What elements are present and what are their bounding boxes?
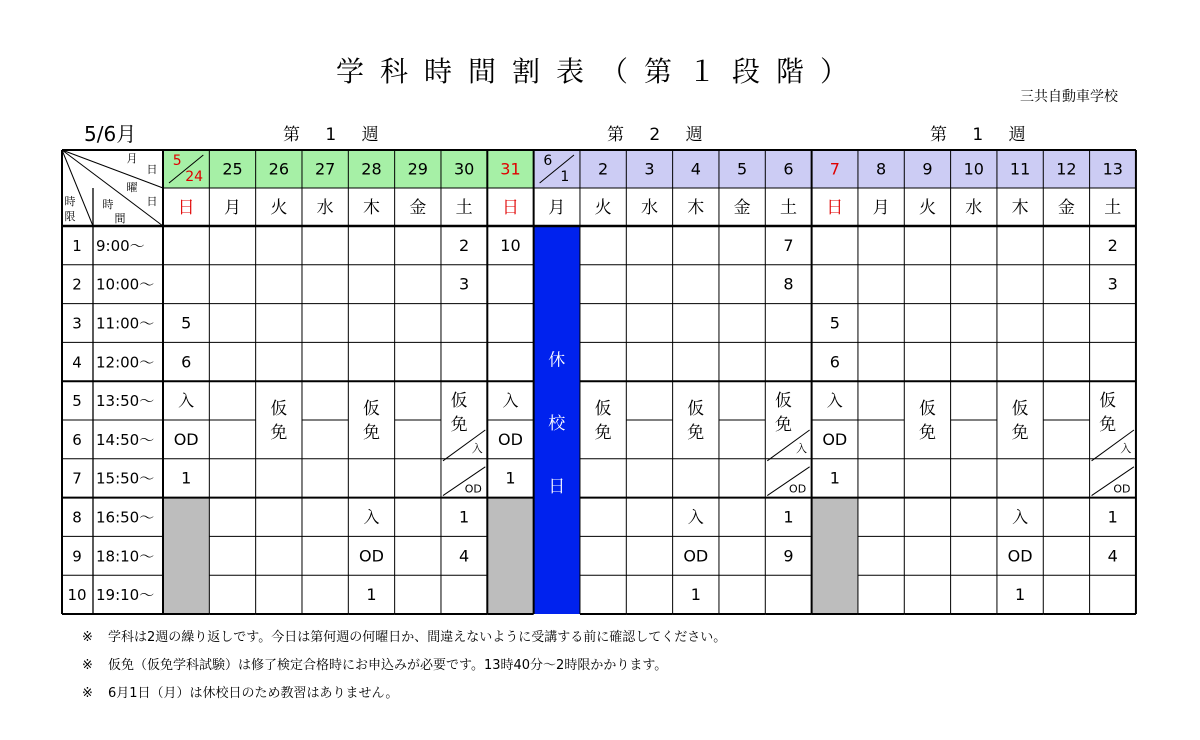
period-number: 2 xyxy=(72,275,82,294)
closed-cell xyxy=(812,498,858,614)
note-2: ※ 仮免（仮免学科試験）は修了検定合格時にお申込みが必要です。13時40分～2時限かかります。 xyxy=(82,658,668,673)
lesson-cell: 1 xyxy=(690,585,701,605)
lesson-cell: 2 xyxy=(1107,235,1118,255)
lesson-cell: 1 xyxy=(459,507,470,527)
header-day-label: 日 xyxy=(146,163,158,176)
period-time: 15:50～ xyxy=(96,469,155,488)
lesson-cell: 5 xyxy=(829,313,840,333)
lesson-cell: 入 xyxy=(687,507,704,527)
notes xyxy=(82,624,726,708)
date-cell: 12 xyxy=(1056,159,1077,179)
period-number: 4 xyxy=(72,353,82,372)
lesson-cell: 2 xyxy=(459,235,470,255)
period-number: 8 xyxy=(72,508,82,527)
lesson-cell: 1 xyxy=(181,468,192,488)
lesson-cell: 1 xyxy=(1015,585,1026,605)
page-title: 学科時間割表（第１段階） xyxy=(335,55,864,88)
weekday-cell: 日 xyxy=(501,198,519,218)
lesson-cell: OD xyxy=(173,429,199,449)
date-cell: 6 xyxy=(783,159,794,179)
lesson-cell: 4 xyxy=(459,546,470,566)
karimen-cell: 仮 xyxy=(918,399,936,420)
weekday-cell: 日 xyxy=(177,198,195,218)
small-in-label: 入 xyxy=(471,441,483,455)
small-od-label: OD xyxy=(789,482,807,496)
note-3: ※ 6月1日（月）は休校日のため教習はありません。 xyxy=(82,686,399,701)
date-cell: 5 xyxy=(737,159,748,179)
karimen-cell: 免 xyxy=(362,423,380,444)
period-number: 1 xyxy=(72,236,82,255)
holiday-label: 休 xyxy=(548,350,566,371)
lesson-cell: 3 xyxy=(1107,274,1118,294)
date-cell: 7 xyxy=(829,159,840,179)
lesson-cell: 7 xyxy=(783,235,794,255)
weekday-cell: 月 xyxy=(548,198,566,218)
period-number: 10 xyxy=(67,586,87,605)
date-cell: 9 xyxy=(922,159,933,179)
date-cell: 31 xyxy=(500,159,521,179)
date-cell: 30 xyxy=(453,159,475,179)
weekday-cell: 土 xyxy=(1104,198,1122,218)
note-1: ※ 学科は2週の繰り返しです。今日は第何週の何曜日か、間違えないように受講する前に確認してください。 xyxy=(82,630,727,645)
lesson-cell: 入 xyxy=(363,507,380,527)
school-name: 三共自動車学校 xyxy=(1020,89,1118,105)
karimen-cell: 免 xyxy=(594,423,612,444)
lesson-cell: 入 xyxy=(502,391,519,411)
weekday-cell: 月 xyxy=(223,198,241,218)
period-number: 3 xyxy=(72,314,82,333)
period-time: 13:50～ xyxy=(96,392,155,411)
weekday-cell: 金 xyxy=(409,198,427,218)
lesson-cell: 5 xyxy=(181,313,192,333)
lesson-cell: 入 xyxy=(178,391,195,411)
karimen-cell: 免 xyxy=(1011,423,1029,444)
weekday-cell: 金 xyxy=(733,198,751,218)
period-time: 10:00～ xyxy=(96,275,155,294)
weekday-cell: 金 xyxy=(1057,198,1075,218)
period-number: 9 xyxy=(72,547,82,566)
header-weekday-label: 曜 xyxy=(126,181,138,194)
header-time-label: 時 xyxy=(102,198,114,211)
date-cell: 29 xyxy=(407,159,428,179)
period-number: 6 xyxy=(72,430,82,449)
header-kan-label: 間 xyxy=(114,212,126,225)
date-day-part: 24 xyxy=(185,169,204,185)
karimen-cell: 免 xyxy=(687,423,705,444)
weekday-cell: 木 xyxy=(362,198,380,218)
lesson-cell: OD xyxy=(498,429,523,449)
lesson-cell: 1 xyxy=(366,585,377,605)
period-time: 16:50～ xyxy=(96,508,155,527)
lesson-cell: 1 xyxy=(783,507,794,527)
weekday-cell: 水 xyxy=(640,198,658,218)
small-in-label: 入 xyxy=(1120,441,1132,455)
date-cell: 11 xyxy=(1009,159,1031,179)
period-time: 14:50～ xyxy=(96,430,155,449)
lesson-cell: 8 xyxy=(783,274,794,294)
date-day-part: 1 xyxy=(560,169,570,185)
karimen-cell: 仮 xyxy=(362,399,380,420)
karimen-cell: 仮 xyxy=(450,391,468,412)
karimen-cell: 免 xyxy=(270,423,288,444)
date-cell: 2 xyxy=(598,159,609,179)
date-cell: 4 xyxy=(690,159,701,179)
date-cell: 13 xyxy=(1102,159,1123,179)
header-month-label: 月 xyxy=(126,152,138,165)
small-od-label: OD xyxy=(1113,482,1131,496)
weekday-cell: 日 xyxy=(826,198,844,218)
date-cell: 10 xyxy=(963,159,984,179)
date-cell: 8 xyxy=(876,159,887,179)
lesson-cell: OD xyxy=(683,546,709,566)
period-number: 5 xyxy=(72,392,82,411)
lesson-cell: 6 xyxy=(181,352,192,372)
period-time: 12:00～ xyxy=(96,353,155,372)
weekday-cell: 木 xyxy=(687,198,705,218)
karimen-cell: 仮 xyxy=(1011,399,1029,420)
period-time: 19:10～ xyxy=(96,586,155,605)
date-cell: 27 xyxy=(314,159,336,179)
weekday-cell: 木 xyxy=(1011,198,1029,218)
header-period-label: 時 xyxy=(64,195,76,208)
weekday-cell: 火 xyxy=(918,198,936,218)
weekday-cell: 土 xyxy=(455,198,473,218)
weekday-cell: 火 xyxy=(594,198,612,218)
period-time: 18:10～ xyxy=(96,547,155,566)
lesson-cell: 1 xyxy=(1107,507,1118,527)
karimen-cell: 免 xyxy=(774,415,792,436)
weekday-cell: 水 xyxy=(316,198,334,218)
lesson-cell: 4 xyxy=(1107,546,1118,566)
week-label-1: 第 1 週 xyxy=(283,125,389,145)
date-month-part: 5 xyxy=(172,153,182,169)
closed-cell xyxy=(487,498,533,614)
small-od-label: OD xyxy=(464,482,482,496)
karimen-cell: 仮 xyxy=(1099,391,1117,412)
weekday-cell: 火 xyxy=(270,198,288,218)
lesson-cell: OD xyxy=(1007,546,1033,566)
lesson-cell: 入 xyxy=(826,391,843,411)
lesson-cell: 3 xyxy=(459,274,470,294)
lesson-cell: 9 xyxy=(783,546,794,566)
closed-cell xyxy=(163,498,209,614)
date-month-part: 6 xyxy=(543,153,553,169)
weekday-cell: 水 xyxy=(965,198,983,218)
date-cell: 3 xyxy=(644,159,655,179)
period-time: 9:00～ xyxy=(96,236,145,255)
weekday-cell: 月 xyxy=(872,198,890,218)
week-label-2: 第 2 週 xyxy=(607,125,713,145)
lesson-cell: 6 xyxy=(829,352,840,372)
date-cell: 28 xyxy=(361,159,382,179)
holiday-label: 日 xyxy=(548,476,566,497)
karimen-cell: 仮 xyxy=(594,399,612,420)
karimen-cell: 免 xyxy=(1099,415,1117,436)
lesson-cell: 入 xyxy=(1012,507,1029,527)
karimen-cell: 仮 xyxy=(687,399,705,420)
karimen-cell: 仮 xyxy=(270,399,288,420)
period-time: 11:00～ xyxy=(96,314,155,333)
date-cell: 25 xyxy=(222,159,243,179)
lesson-cell: 10 xyxy=(500,235,521,255)
header-day2-label: 日 xyxy=(146,195,158,208)
lesson-cell: 1 xyxy=(505,468,516,488)
lesson-cell: 1 xyxy=(829,468,840,488)
header-limit-label: 限 xyxy=(64,210,76,223)
date-cell: 26 xyxy=(268,159,290,179)
lesson-cell: OD xyxy=(822,429,848,449)
karimen-cell: 仮 xyxy=(774,391,792,412)
holiday-label: 校 xyxy=(548,414,566,434)
karimen-cell: 免 xyxy=(918,423,936,444)
month-label: 5/6月 xyxy=(84,122,137,146)
karimen-cell: 免 xyxy=(450,415,468,436)
period-number: 7 xyxy=(72,469,82,488)
week-label-3: 第 1 週 xyxy=(930,125,1036,145)
lesson-cell: OD xyxy=(359,546,384,566)
small-in-label: 入 xyxy=(796,441,808,455)
weekday-cell: 土 xyxy=(779,198,797,218)
